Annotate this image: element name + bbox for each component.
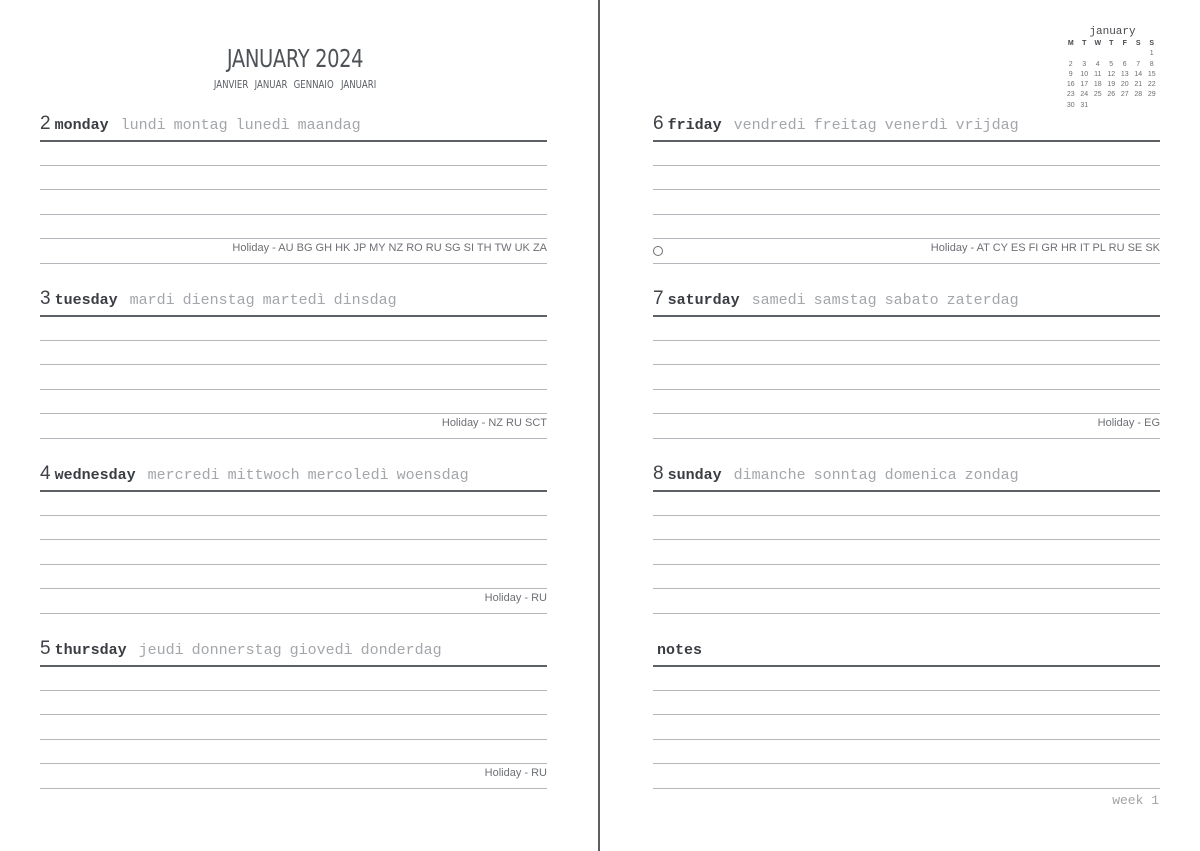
writing-line[interactable] <box>653 714 1160 715</box>
writing-line[interactable] <box>653 340 1160 341</box>
mini-calendar-weekday: S <box>1135 40 1141 47</box>
day-number: 3 <box>40 288 51 309</box>
month-translation: JANUAR <box>254 78 287 91</box>
month-translation: JANVIER <box>213 78 249 91</box>
day-name: notes <box>657 642 703 659</box>
writing-line[interactable] <box>40 788 547 789</box>
writing-line[interactable] <box>653 788 1160 789</box>
mini-calendar-date[interactable]: 16 <box>1066 81 1075 89</box>
holiday-note: Holiday - RU <box>484 767 547 779</box>
writing-line[interactable] <box>40 588 547 589</box>
day-name-translation: donderdag <box>360 642 442 659</box>
day-heading <box>653 638 1160 664</box>
writing-line[interactable] <box>653 613 1160 614</box>
week-number: week 1 <box>1112 793 1159 808</box>
day-name-translation: dimanche <box>733 467 806 484</box>
writing-line[interactable] <box>40 263 547 264</box>
day-name-translation: donnerstag <box>191 642 282 659</box>
writing-line[interactable] <box>653 564 1160 565</box>
mini-calendar-date[interactable] <box>1105 101 1119 111</box>
mini-calendar-weekday: S <box>1149 40 1155 47</box>
mini-calendar-grid <box>1064 39 1161 111</box>
mini-calendar-date[interactable]: 6 <box>1122 60 1127 68</box>
day-name-translation: montag <box>173 117 228 134</box>
mini-calendar-date[interactable]: 15 <box>1147 70 1156 78</box>
writing-line[interactable] <box>40 238 547 239</box>
day-name-translation: mercoledì <box>307 467 389 484</box>
mini-calendar-date[interactable]: 21 <box>1134 81 1143 89</box>
mini-calendar-date[interactable] <box>1118 101 1132 111</box>
day-heading <box>653 463 1160 489</box>
day-name-translation: zaterdag <box>946 292 1019 309</box>
day-name-translation: mittwoch <box>227 467 300 484</box>
writing-line[interactable] <box>40 613 547 614</box>
day-name: saturday <box>667 292 740 309</box>
mini-calendar-date[interactable]: 9 <box>1068 70 1073 78</box>
day-heading-rule[interactable] <box>40 140 547 142</box>
day-name-translation: venerdì <box>884 117 948 134</box>
mini-calendar-date[interactable]: 20 <box>1120 81 1129 89</box>
full-moon-icon <box>653 246 663 256</box>
day-name-translation: jeudi <box>138 642 184 659</box>
day-number: 7 <box>653 288 664 309</box>
mini-calendar-date[interactable] <box>1105 49 1119 59</box>
writing-line[interactable] <box>40 690 547 691</box>
day-name: sunday <box>667 467 722 484</box>
mini-calendar-date[interactable]: 4 <box>1095 60 1100 68</box>
mini-calendar-date[interactable] <box>1091 101 1105 111</box>
day-section-monday <box>40 113 547 268</box>
month-translation: JANUARI <box>340 78 377 91</box>
day-section-saturday <box>653 288 1160 443</box>
writing-line[interactable] <box>40 214 547 215</box>
day-name-translation: dinsdag <box>333 292 397 309</box>
holiday-note: Holiday - EG <box>1097 417 1160 429</box>
day-name-translation: freitag <box>813 117 877 134</box>
day-heading-rule[interactable] <box>653 315 1160 317</box>
mini-calendar-date[interactable] <box>1118 49 1132 59</box>
day-name: monday <box>54 117 109 134</box>
mini-calendar-date[interactable]: 5 <box>1109 60 1114 68</box>
mini-calendar-title: january <box>1089 26 1136 38</box>
day-heading-rule[interactable] <box>40 315 547 317</box>
writing-line[interactable] <box>40 714 547 715</box>
mini-calendar-date[interactable]: 13 <box>1120 70 1129 78</box>
day-section-wednesday <box>40 463 547 618</box>
day-number: 6 <box>653 113 664 134</box>
mini-calendar-weekday: T <box>1109 40 1114 47</box>
day-name-translation: giovedì <box>289 642 353 659</box>
day-name-translation: sonntag <box>813 467 877 484</box>
day-section-tuesday <box>40 288 547 443</box>
day-name-translation: mercredi <box>147 467 220 484</box>
day-heading-rule[interactable] <box>653 490 1160 492</box>
writing-line[interactable] <box>653 413 1160 414</box>
mini-calendar-date[interactable]: 8 <box>1149 60 1154 68</box>
mini-calendar-date[interactable]: 27 <box>1120 91 1129 99</box>
mini-calendar-date[interactable]: 29 <box>1147 91 1156 99</box>
day-name: friday <box>667 117 722 134</box>
mini-calendar-date[interactable]: 24 <box>1080 91 1089 99</box>
day-section-notes <box>653 638 1160 793</box>
day-name-translation: lundi <box>120 117 166 134</box>
writing-line[interactable] <box>40 340 547 341</box>
mini-calendar-date[interactable]: 26 <box>1107 91 1116 99</box>
writing-line[interactable] <box>40 564 547 565</box>
day-name-translation: martedì <box>262 292 326 309</box>
page-spine <box>598 0 600 851</box>
mini-calendar-date[interactable]: 3 <box>1082 60 1087 68</box>
writing-line[interactable] <box>40 515 547 516</box>
mini-calendar-weekday: M <box>1067 40 1074 47</box>
day-heading-rule[interactable] <box>653 140 1160 142</box>
day-name: tuesday <box>54 292 118 309</box>
writing-line[interactable] <box>653 690 1160 691</box>
day-name-translation: woensdag <box>396 467 469 484</box>
writing-line[interactable] <box>653 588 1160 589</box>
holiday-note: Holiday - NZ RU SCT <box>441 417 547 429</box>
holiday-note: Holiday - AU BG GH HK JP MY NZ RO RU SG SI TH TW UK ZA <box>232 242 547 254</box>
mini-calendar-date[interactable] <box>1132 49 1146 59</box>
day-name-translation: mardi <box>129 292 175 309</box>
day-name-translation: zondag <box>964 467 1019 484</box>
month-title: JANUARY 2024 <box>226 44 364 73</box>
day-section-sunday <box>653 463 1160 618</box>
mini-calendar-date[interactable]: 17 <box>1080 81 1089 89</box>
writing-line[interactable] <box>653 438 1160 439</box>
mini-calendar-date[interactable]: 2 <box>1068 60 1073 68</box>
writing-line[interactable] <box>653 739 1160 740</box>
month-translations <box>200 75 390 93</box>
mini-calendar-date[interactable]: 23 <box>1066 91 1075 99</box>
mini-calendar-weekday: T <box>1082 40 1087 47</box>
day-number: 4 <box>40 463 51 484</box>
day-heading <box>40 638 547 664</box>
day-heading <box>40 113 547 139</box>
mini-calendar-date[interactable]: 18 <box>1093 81 1102 89</box>
day-number: 8 <box>653 463 664 484</box>
mini-calendar-date[interactable]: 1 <box>1149 50 1154 58</box>
writing-line[interactable] <box>653 389 1160 390</box>
day-section-thursday <box>40 638 547 793</box>
day-heading-rule[interactable] <box>40 665 547 667</box>
mini-calendar-date[interactable] <box>1078 49 1092 59</box>
day-number: 5 <box>40 638 51 659</box>
writing-line[interactable] <box>653 214 1160 215</box>
writing-line[interactable] <box>40 763 547 764</box>
writing-line[interactable] <box>653 189 1160 190</box>
holiday-note: Holiday - RU <box>484 592 547 604</box>
writing-line[interactable] <box>40 413 547 414</box>
day-heading <box>40 463 547 489</box>
day-heading <box>653 113 1160 139</box>
writing-line[interactable] <box>40 739 547 740</box>
day-heading <box>40 288 547 314</box>
day-name-translation: samstag <box>813 292 877 309</box>
month-header <box>200 44 390 93</box>
day-name: thursday <box>54 642 127 659</box>
day-heading-rule[interactable] <box>40 490 547 492</box>
day-name-translation: maandag <box>297 117 361 134</box>
mini-calendar-date[interactable]: 10 <box>1080 70 1089 78</box>
day-name-translation: vendredi <box>733 117 806 134</box>
day-name-translation: lunedì <box>235 117 290 134</box>
holiday-note: Holiday - AT CY ES FI GR HR IT PL RU SE SK <box>930 242 1160 254</box>
mini-calendar-date[interactable]: 19 <box>1107 81 1116 89</box>
mini-calendar-date[interactable] <box>1145 101 1159 111</box>
writing-line[interactable] <box>40 539 547 540</box>
mini-calendar-date[interactable]: 11 <box>1094 70 1102 78</box>
writing-line[interactable] <box>653 238 1160 239</box>
mini-calendar-weekday: W <box>1094 40 1102 47</box>
day-section-friday <box>653 113 1160 268</box>
day-name-translation: dienstag <box>182 292 255 309</box>
writing-line[interactable] <box>653 165 1160 166</box>
day-name-translation: sabato <box>884 292 939 309</box>
mini-calendar-date[interactable]: 28 <box>1134 91 1143 99</box>
writing-line[interactable] <box>653 539 1160 540</box>
mini-calendar <box>1064 26 1161 111</box>
mini-calendar-date[interactable]: 14 <box>1134 70 1143 78</box>
mini-calendar-date[interactable] <box>1064 49 1078 59</box>
day-name-translation: vrijdag <box>955 117 1019 134</box>
mini-calendar-date[interactable]: 12 <box>1107 70 1116 78</box>
writing-line[interactable] <box>40 438 547 439</box>
writing-line[interactable] <box>40 165 547 166</box>
mini-calendar-date[interactable]: 7 <box>1136 60 1141 68</box>
day-heading-rule[interactable] <box>653 665 1160 667</box>
day-name-translation: samedi <box>751 292 806 309</box>
mini-calendar-date[interactable]: 31 <box>1080 101 1089 109</box>
mini-calendar-weekday: F <box>1122 40 1127 47</box>
writing-line[interactable] <box>40 389 547 390</box>
mini-calendar-date[interactable]: 22 <box>1147 81 1156 89</box>
day-heading <box>653 288 1160 314</box>
writing-line[interactable] <box>653 364 1160 365</box>
mini-calendar-date[interactable] <box>1091 49 1105 59</box>
month-translation: GENNAIO <box>293 78 334 91</box>
writing-line[interactable] <box>40 364 547 365</box>
writing-line[interactable] <box>653 763 1160 764</box>
writing-line[interactable] <box>653 263 1160 264</box>
day-name-translation: domenica <box>884 467 957 484</box>
mini-calendar-date[interactable]: 25 <box>1093 91 1102 99</box>
mini-calendar-date[interactable]: 30 <box>1066 101 1075 109</box>
writing-line[interactable] <box>40 189 547 190</box>
mini-calendar-date[interactable] <box>1132 101 1146 111</box>
day-name: wednesday <box>54 467 136 484</box>
day-number: 2 <box>40 113 51 134</box>
writing-line[interactable] <box>653 515 1160 516</box>
